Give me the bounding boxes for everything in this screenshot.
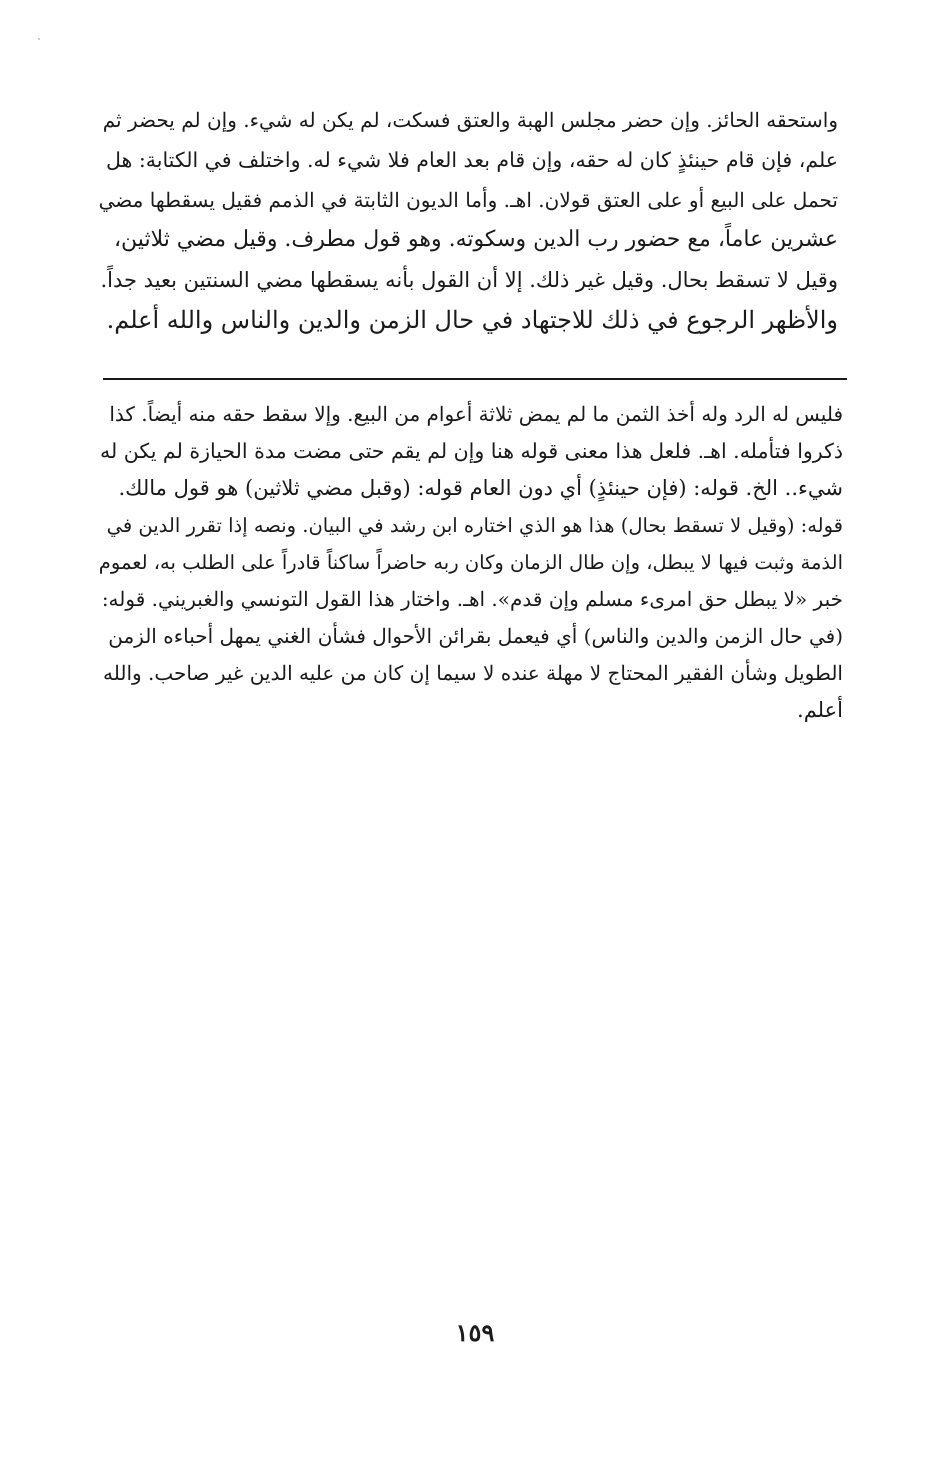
main-text-line: والأظهر الرجوع في ذلك للاجتهاد في حال الزمن والدين والناس والله أعلم.	[106, 306, 838, 334]
page-number: ١٥٩	[455, 1318, 495, 1347]
footnote-line: الطويل وشأن الفقير المحتاج لا مهلة عنده لا سيما إن كان من عليه الدين غير صاحب. والله	[103, 661, 843, 685]
main-text-body	[98, 100, 838, 340]
footnote-line: أعلم.	[797, 698, 843, 722]
footnote-line: فليس له الرد وله أخذ الثمن ما لم يمض ثلاثة أعوام من البيع. وإلا سقط حقه منه أيضاً. كذا	[109, 402, 843, 426]
main-text-line: علم، فإن قام حينئذٍ كان له حقه، وإن قام بعد العام فلا شيء له. واختلف في الكتابة: هل	[105, 148, 838, 172]
footnotes-body	[98, 396, 843, 729]
main-text-line: عشرين عاماً، مع حضور رب الدين وسكوته. وهو قول مطرف. وقيل مضي ثلاثين،	[113, 227, 838, 252]
main-text-line: واستحقه الحائز. وإن حضر مجلس الهبة والعتق فسكت، لم يكن له شيء. وإن لم يحضر ثم	[102, 108, 838, 132]
footnote-line: (في حال الزمن والدين والناس) أي فيعمل بقرائن الأحوال فشأن الغني يمهل أحباءه الزمن	[108, 624, 843, 648]
footnote-line: خبر «لا يبطل حق امرىء مسلم وإن قدم». اهـ. واختار هذا القول التونسي والغبريني. قوله:	[101, 587, 843, 611]
scan-speck	[38, 38, 40, 40]
footnote-line: قوله: (وقيل لا تسقط بحال) هذا هو الذي اختاره ابن رشد في البيان. ونصه إذا تقرر الدين في	[106, 514, 843, 537]
footnote-separator-rule	[103, 378, 847, 380]
footnote-line: ذكروا فتأمله. اهـ. فلعل هذا معنى قوله هنا وإن لم يقم حتى مضت مدة الحيازة لم يكن له	[100, 439, 843, 463]
footnote-line: شيء.. الخ. قوله: (فإن حينئذٍ) أي دون العام قوله: (وقبل مضي ثلاثين) هو قول مالك.	[118, 476, 843, 500]
main-text-line: تحمل على البيع أو على العتق قولان. اهـ. وأما الديون الثابتة في الذمم فقيل يسقطها مضي	[98, 188, 838, 212]
footnote-line: الذمة وثبت فيها لا يبطل، وإن طال الزمان وكان ربه حاضراً ساكناً قادراً على الطلب به، لعموم	[98, 551, 843, 574]
main-text-line: وقيل لا تسقط بحال. وقيل غير ذلك. إلا أن القول بأنه يسقطها مضي السنتين بعيد جداً.	[100, 268, 838, 292]
